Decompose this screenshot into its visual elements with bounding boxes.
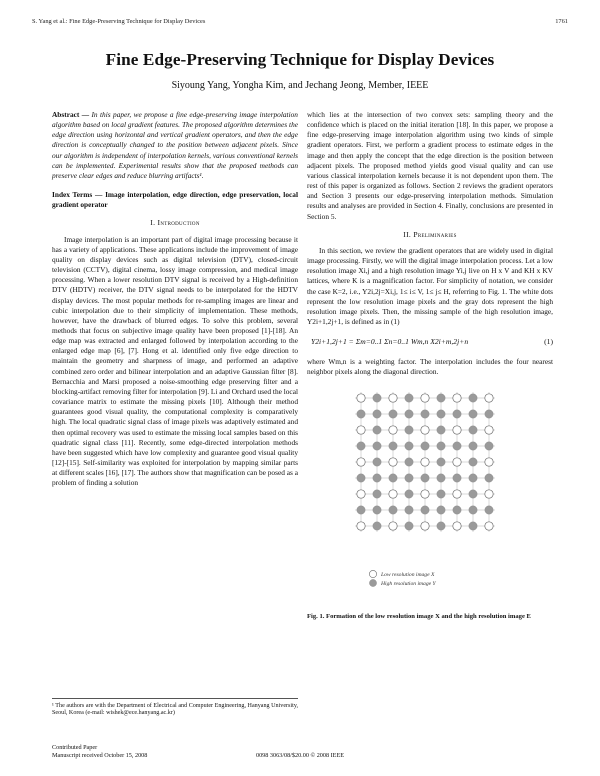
authors: Siyoung Yang, Yongha Kim, and Jechang Jeong, Member, IEEE [171,80,429,91]
low-res-pixel-dot [357,489,365,497]
high-res-pixel-dot [453,441,461,449]
high-res-pixel-dot [453,473,461,481]
low-res-pixel-dot [357,521,365,529]
intro-continuation: which lies at the intersection of two convex sets: sampling theory and the confidence which is placed on the initial iteration [18]. In this paper, we propose a fine edge-preserving image interpolation algorithm using two kinds of simple gradient operators. First, we perform a gradient process to estimate edges in the image and then apply the concept that the edge direction is the position between adjacent pixels. The proposed method yields good visual quality and can use various classical interpolation kernels because it is not dependent upon them. The rest of this paper is organized as follows. Section 2 reviews the gradient operators and Section 3 presents our edge-preserving interpolation methods. Simulation results and analyses are provided in Section 4. Finally, conclusions are presented in Section 5. [307,110,553,221]
figure-caption: Fig. 1. Formation of the low resolution image X and the high resolution image E [307,612,531,620]
high-res-pixel-dot [469,489,477,497]
high-res-pixel-dot [373,521,381,529]
high-res-pixel-dot [469,409,477,417]
high-res-pixel-dot [373,409,381,417]
high-res-pixel-dot [405,409,413,417]
low-res-pixel-dot [421,425,429,433]
high-res-pixel-dot [357,505,365,513]
pixel-lattice-diagram [307,384,553,589]
low-res-pixel-dot [485,393,493,401]
left-column [52,110,298,488]
section-heading-introduction: I. Introduction [150,218,200,228]
high-res-pixel-dot [373,425,381,433]
preliminaries-paragraph-2: where Wm,n is a weighting factor. The interpolation includes the four nearest neighbor pixels along the diagonal direction. [307,357,553,377]
high-res-pixel-dot [453,505,461,513]
low-res-pixel-dot [421,521,429,529]
low-res-pixel-dot [485,457,493,465]
abstract [52,110,298,181]
high-res-pixel-dot [469,473,477,481]
high-res-pixel-dot [373,393,381,401]
low-res-pixel-dot [421,457,429,465]
abstract-label: Abstract — [52,110,90,119]
high-res-pixel-dot [373,505,381,513]
high-res-pixel-dot [469,425,477,433]
low-res-pixel-dot [453,489,461,497]
footer-paper-type: Contributed Paper [52,744,98,751]
section-heading-preliminaries: II. Preliminaries [403,229,457,239]
page-number: 1761 [555,18,568,25]
high-res-pixel-dot [405,457,413,465]
high-res-pixel-dot [357,409,365,417]
low-res-pixel-dot [485,521,493,529]
low-res-pixel-dot [357,457,365,465]
intro-paragraph: Image interpolation is an important part of digital image processing because it has a variety of applications. These applications include the improvement of image quality on display devices such as digital television (DTV), closed-circuit television (CCTV), digital cinema, lossy image compression, and medical image processing. When a lower resolution DTV signal is received by a High-definition DTV (HDTV) receiver, the DTV signal needs to be interpolated for the HDTV display devices. The most popular methods for re-sampling images are linear and cubic interpolation due to their simplicity of implementation. These methods, however, have the drawback of blurred edges. To solve this problem, several methods that focus on subjective image quality have been proposed [1]-[18]. An edge map was extracted and enlarged followed by interpolation according to the enlarged edge map [6], [7]. Hong et al. identified only five edge direction to maintain the geometry and sharpness of image, and performed an adaptive combined zero order and bilinear interpolation and an adaptive Gaussian filter [8]. Bernacchia and Marsi proposed a noise-smoothing edge preserving filter and a blocking-artifact removing filter for interpolation [9]. Li and Orchard used the local covariance matrix to estimate the missing pixels [10]. Although their method guarantees good visual quality, the computational complexity is comparatively high. The local quadratic signal class of image pixels was adaptively estimated and then optimal recovery was used to estimate the missing local samples based on this quadratic signal class [11]. Recently, some edge-directed interpolation methods have been suggested which have low complexity and guarantee good visual quality [12]-[15]. Self-similarity was exploited for interpolation by mapping similar parts at different scales [16], [17]. The authors show that magnification can be posed as a problem of finding a solution [52,234,298,488]
index-terms: Index Terms — Image interpolation, edge direction, edge preservation, local gradient operator [52,190,298,210]
low-res-pixel-dot [485,425,493,433]
lattice-dots [357,393,493,529]
high-res-pixel-dot [405,489,413,497]
high-res-pixel-dot [469,505,477,513]
high-res-pixel-dot [405,425,413,433]
low-res-pixel-dot [485,489,493,497]
high-res-pixel-dot [389,409,397,417]
high-res-pixel-dot [389,473,397,481]
figure-legend [369,570,436,587]
high-res-pixel-dot [453,409,461,417]
high-res-pixel-dot [469,521,477,529]
low-res-pixel-dot [389,425,397,433]
low-res-pixel-dot [453,457,461,465]
footer-copyright: 0098 3063/08/$20.00 © 2008 IEEE [255,752,345,759]
high-res-pixel-dot [421,505,429,513]
high-res-pixel-dot [405,393,413,401]
high-res-pixel-dot [437,425,445,433]
high-res-pixel-dot [437,457,445,465]
high-res-pixel-dot [405,505,413,513]
high-res-pixel-dot [373,489,381,497]
high-res-pixel-dot [437,409,445,417]
high-res-pixel-dot [469,457,477,465]
low-res-pixel-dot [421,489,429,497]
high-res-pixel-dot [437,393,445,401]
high-res-pixel-dot [485,409,493,417]
low-res-pixel-dot [389,489,397,497]
high-res-pixel-dot [405,441,413,449]
legend-low-res-dot [369,570,376,577]
legend-high-res-dot [369,579,376,586]
high-res-pixel-dot [469,441,477,449]
right-column [307,110,553,621]
preliminaries-paragraph: In this section, we review the gradient operators that are widely used in digital image processing. Firstly, we will the digital image interpolation process. Let a low resolution image Xi,j and a high resolution image Yi,j live on H x V and KH x KV lattices, where K is a magnification factor. For simplicity of notation, we consider the case K=2, i.e., Y2i,2j=Xi,j, 1≤ i≤ V, 1≤ j≤ H, referring to Fig. 1. The white dots represent the low resolution image pixels and the gray dots represent the high resolution image pixels. Then, the missing sample of the high resolution image, Y2i+1,2j+1, is defined as in (1) [307,245,553,326]
high-res-pixel-dot [405,521,413,529]
low-res-pixel-dot [389,393,397,401]
high-res-pixel-dot [421,441,429,449]
high-res-pixel-dot [357,473,365,481]
high-res-pixel-dot [373,473,381,481]
low-res-pixel-dot [421,393,429,401]
low-res-pixel-dot [453,425,461,433]
high-res-pixel-dot [437,489,445,497]
footer-received: Manuscript received October 15, 2008 [52,751,148,759]
high-res-pixel-dot [437,473,445,481]
low-res-pixel-dot [357,425,365,433]
figure-1 [307,384,553,589]
high-res-pixel-dot [437,521,445,529]
running-title: S. Yang et al.: Fine Edge-Preserving Technique for Display Devices [32,18,206,25]
abstract-text: In this paper, we propose a fine edge-preserving image interpolation algorithm based on local gradient features. The proposed algorithm determines the edge direction using horizontal and vertical gradient operators, and then the edge direction is conceptually changed to the position between adjacent pixels. Since our algorithm is independent of interpolation kernels, various conventional kernels can be implemented. Experimental results show that the proposed methods can preserve clear edges and reduce blurring artifacts¹. [52,110,298,180]
high-res-pixel-dot [485,473,493,481]
paper-title: Fine Edge-Preserving Technique for Display Devices [105,50,495,69]
legend-low-res-label: Low resolution image X [381,571,435,578]
low-res-pixel-dot [389,457,397,465]
high-res-pixel-dot [469,393,477,401]
high-res-pixel-dot [389,441,397,449]
high-res-pixel-dot [405,473,413,481]
high-res-pixel-dot [373,441,381,449]
equation-1 [307,337,553,347]
high-res-pixel-dot [437,441,445,449]
equation-number: (1) [544,337,553,347]
low-res-pixel-dot [453,521,461,529]
high-res-pixel-dot [485,505,493,513]
equation-formula: Y2i+1,2j+1 = Σm=0..1 Σn=0..1 Wm,n X2i+m,2j+n [311,337,469,347]
low-res-pixel-dot [389,521,397,529]
high-res-pixel-dot [421,409,429,417]
high-res-pixel-dot [437,505,445,513]
high-res-pixel-dot [373,457,381,465]
high-res-pixel-dot [357,441,365,449]
legend-high-res-label: High resolution image Y [381,580,436,587]
high-res-pixel-dot [421,473,429,481]
footnote: ¹ The authors are with the Department of Electrical and Computer Engineering, Hanyang University, Seoul, Korea (e-mail: wishek@ece.hanyang.ac.kr) [52,698,298,718]
low-res-pixel-dot [453,393,461,401]
low-res-pixel-dot [357,393,365,401]
high-res-pixel-dot [389,505,397,513]
high-res-pixel-dot [485,441,493,449]
